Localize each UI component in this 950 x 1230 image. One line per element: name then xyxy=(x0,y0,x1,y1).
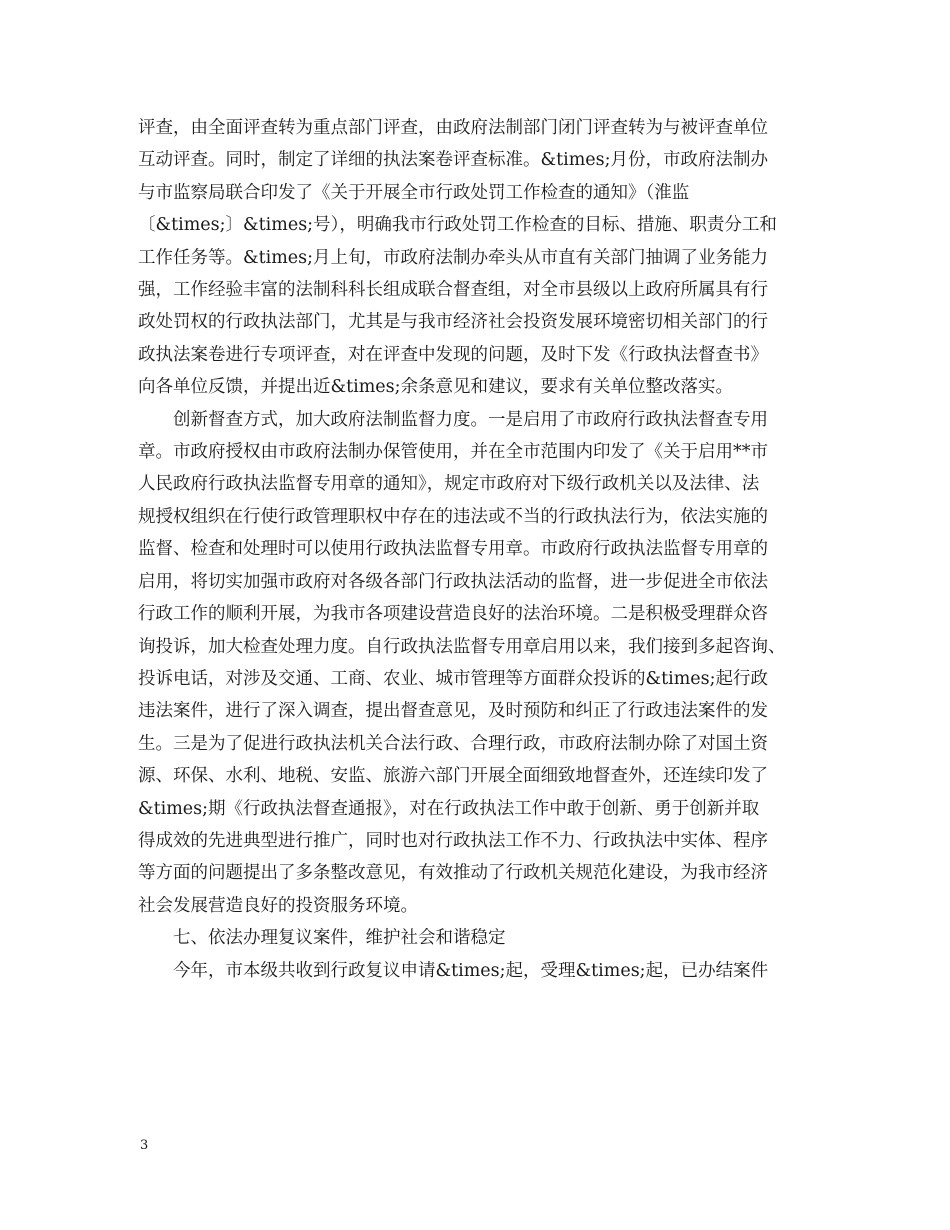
paragraph-case-review: 评查，由全面评查转为重点部门评查，由政府法制部门闭门评查转为与被评查单位 互动评查。同时，制定了详细的执法案卷评查标准。&times;月份，市政府法制办 与市监察局联合印发了《关于开展全市行政处罚工作检查的通知》（淮监 〔&times;〕&times;号），明确我市行政处罚工作检查的目标、措施、职责分工和 工作任务等。&times;月上旬，市政府法制办牵头从市直有关部门抽调了业务能力 强，工作经验丰富的法制科科长组成联合督查组，对全市县级以上政府所属具有行 政处罚权的行政执法部门，尤其是与我市经济社会投资发展环境密切相关部门的行 政执法案卷进行专项评查，对在评查中发现的问题，及时下发《行政执法督查书》 向各单位反馈，并提出近&times;余条意见和建议，要求有关单位整改落实。 xyxy=(138,118,777,398)
page-number: 3 xyxy=(140,1138,149,1153)
document-body xyxy=(138,112,818,987)
section-heading-reconsideration: 七、依法办理复议案件，维护社会和谐稳定 xyxy=(173,928,506,949)
paragraph-reconsideration-cases: 今年，市本级共收到行政复议申请&times;起，受理&times;起，已办结案件 xyxy=(173,960,769,981)
paragraph-supervision-methods: 创新督查方式，加大政府法制监督力度。一是启用了市政府行政执法督查专用 章。市政府授权由市政府法制办保管使用，并在全市范围内印发了《关于启用**市 人民政府行政执法监督专用章的通知》，规定市政府对下级行政机关以及法律、法 规授权组织在行使行政管理职权中存在的违法或不当的行政执法行为，依法实施的 监督、检查和处理时可以使用行政执法监督专用章。市政府行政执法监督专用章的 启用，将切实加强市政府对各级各部门行政执法活动的监督，进一步促进全市依法 行政工作的顺利开展，为我市各项建设营造良好的法治环境。二是积极受理群众咨 询投诉，加大检查处理力度。自行政执法监督专用章启用以来，我们接到多起咨询、 投诉电话，对涉及交通、工商、农业、城市管理等方面群众投诉的&times;起行政 违法案件，进行了深入调查，提出督查意见，及时预防和纠正了行政违法案件的发 生。三是为了促进行政执法机关合法行政、合理行政，市政府法制办除了对国土资 源、环保、水利、地税、安监、旅游六部门开展全面细致地督查外，还连续印发了 &times;期《行政执法督查通报》，对在行政执法工作中敢于创新、勇于创新并取 得成效的先进典型进行推广，同时也对行政执法工作不力、行政执法中实体、程序 等方面的问题提出了多条整改意见，有效推动了行政机关规范化建设，为我市经济 社会发展营造良好的投资服务环境。 xyxy=(138,409,786,916)
